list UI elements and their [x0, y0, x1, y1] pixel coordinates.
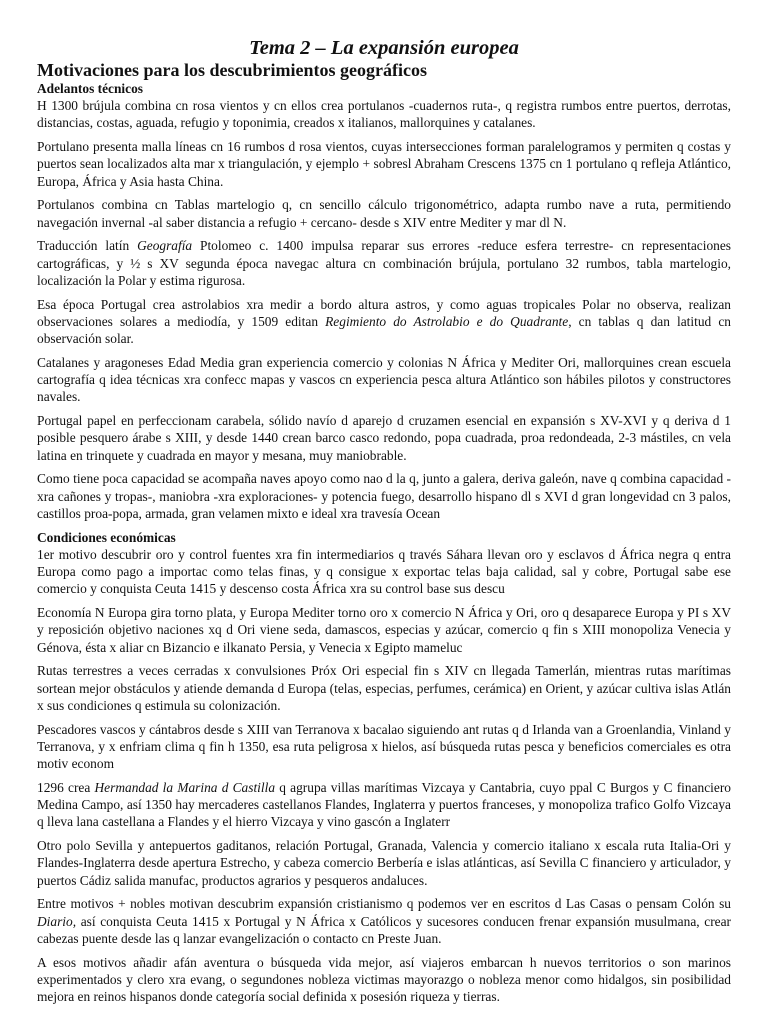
paragraph: Catalanes y aragoneses Edad Media gran experiencia comercio y colonias N África y Mediter Ori, mallorquines crean escuela cartografía q idea técnicas xra confecc mapas y vascos cn experiencia pesca altura Atlántico son hábiles pilotos y constructores navales.: [37, 354, 731, 405]
subheading-adelantos: Adelantos técnicos: [37, 81, 144, 96]
section-heading: Motivaciones para los descubrimientos geográficos: [37, 60, 427, 80]
paragraph: Portugal papel en perfeccionam carabela, sólido navío d aparejo d cruzamen esencial en expansión s XV-XVI y q deriva d 1 posible pesquero árabe s XIII, y desde 1440 crean barco casco redondo, popa cuadrada, proa redondeada, 2-3 mástiles, cn vela latina en trinquete y cuadrada en mayor y mesana, muy maniobrable.: [37, 413, 731, 463]
paragraph: A esos motivos añadir afán aventura o búsqueda vida mejor, así viajeros embarcan h nuevos territorios o son marinos experimentados y clero xra evang, o segundones nobleza victimas mayorazgo o nobleza menor como hidalgos, sin posibilidad mejora en reinos hispanos donde categoría social definida x posesión riqueza y tierras.: [37, 954, 731, 1005]
paragraph: 1er motivo descubrir oro y control fuentes xra fin intermediarios q través Sáhara llevan oro y esclavos d África negra q entra Europa como pago a importac como telas finas, y q consigue x exportac telas baja calidad, sal y cobre, Portugal sabe ese comercio y conquista Ceuta 1415 y descenso costa África xra su control base sus descu: [37, 546, 731, 597]
paragraph: Economía N Europa gira torno plata, y Europa Mediter torno oro x comercio N África y Ori, oro q desaparece Europa y PI s XV y reposición objetivo naciones xq d Ori viene seda, damascos, especias y azúcar, comercio q fin s XIII monopoliza Venecia y Génova, ésta x aliar cn Bizancio e ilkanato Persia, y Venecia x Egipto mameluc: [37, 604, 731, 655]
paragraph: Esa época Portugal crea astrolabios xra medir a bordo altura astros, y como aguas tropicales Polar no observa, realizan observaciones solares a mediodía, y 1509 editan Regimiento do Astrolabio e do Quadrante, cn tablas q dan latitud cn observación solar.: [37, 296, 731, 347]
paragraph: Otro polo Sevilla y antepuertos gaditanos, relación Portugal, Granada, Valencia y comercio italiano x escala ruta Italia-Ori y Flandes-Inglaterra desde apertura Estrecho, y cabeza comercio Berbería e islas atlánticas, así Sevilla C financiero y articulador, y puertos Cádiz salida manufac, productos agrarios y pesqueros andaluces.: [37, 838, 731, 888]
paragraph: Portulano presenta malla líneas cn 16 rumbos d rosa vientos, cuyas intersecciones forman paralelogramos y permiten q costas y puertos sean localizados alta mar x triangulación, y ejemplo + sobresl Abraham Crescens 1375 cn 1 portulano q refleja Atlántico, Europa, África y Asia hasta China.: [37, 138, 731, 189]
paragraph: Entre motivos + nobles motivan descubrim expansión cristianismo q podemos ver en escritos d Las Casas o pensam Colón su Diario, así conquista Ceuta 1415 x Portugal y N África x Católicos y sucesores conducen frenar expansión musulmana, crear cabezas puente desde las q lanzar evangelización o contacto cn Preste Juan.: [37, 896, 731, 946]
paragraph: 1296 crea Hermandad la Marina d Castilla q agrupa villas marítimas Vizcaya y Cantabria, cuyo ppal C Burgos y C financiero Medina Campo, así 1350 hay mercaderes castellanos Flandes, Inglaterra y puertos franceses, y monopoliza trafico Golfo Vizcaya q lleva lana castellana a Flandes y el hierro Vizcaya y vino gascón a Inglaterr: [37, 779, 731, 830]
subheading-condiciones: Condiciones económicas: [37, 529, 176, 545]
paragraph: Como tiene poca capacidad se acompaña naves apoyo como nao d la q, junto a galera, deriva galeón, nave q combina capacidad -xra cañones y tropas-, maniobra -xra exploraciones- y potencia fuego, desarrollo hispano dl s XVI d gran longevidad cn 3 palos, castillos proa-popa, armada, gran velamen mixto e ideal xra travesía Ocean: [37, 471, 731, 521]
page-title: Tema 2 – La expansión europea: [249, 37, 519, 59]
paragraph: Traducción latín Geografía Ptolomeo c. 1400 impulsa reparar sus errores -reduce esfera terrestre- cn representaciones cartográficas, y ½ s XV segunda época navegac altura cn combinación brújula, portulano 32 rumbos, tabla martelogio, localización la Polar y estima rigurosa.: [37, 238, 732, 288]
paragraph: H 1300 brújula combina cn rosa vientos y cn ellos crea portulanos -cuadernos ruta-, q registra rumbos entre puertos, derrotas, distancias, costas, aguada, refugio y toponimia, creados x italianos, mallorquines y catalanes.: [37, 98, 731, 131]
paragraph: Rutas terrestres a veces cerradas x convulsiones Próx Ori especial fin s XIV cn llegada Tamerlán, mientras rutas marítimas sortean mejor obstáculos y atiende demanda d Europa (telas, especias, perfumes, cerámica) en Orient, y azúcar cultiva islas Atlán x sus condiciones q estimula su colonización.: [37, 663, 731, 713]
paragraph: Portulanos combina cn Tablas martelogio q, cn sencillo cálculo trigonométrico, adapta rumbo nave a ruta, permitiendo navegación invernal -al saber distancia a refugio + cercano- desde s XIV entre Mediter y mar dl N.: [37, 197, 731, 230]
paragraph: Pescadores vascos y cántabros desde s XIII van Terranova x bacalao siguiendo ant rutas q d Irlanda van a Groenlandia, Vinland y Terranova, y x enfriam clima q fin h 1350, esa ruta peligrosa x hielos, así búsqueda rutas pesca y beneficios comerciales es otra motiv econom: [37, 721, 731, 772]
